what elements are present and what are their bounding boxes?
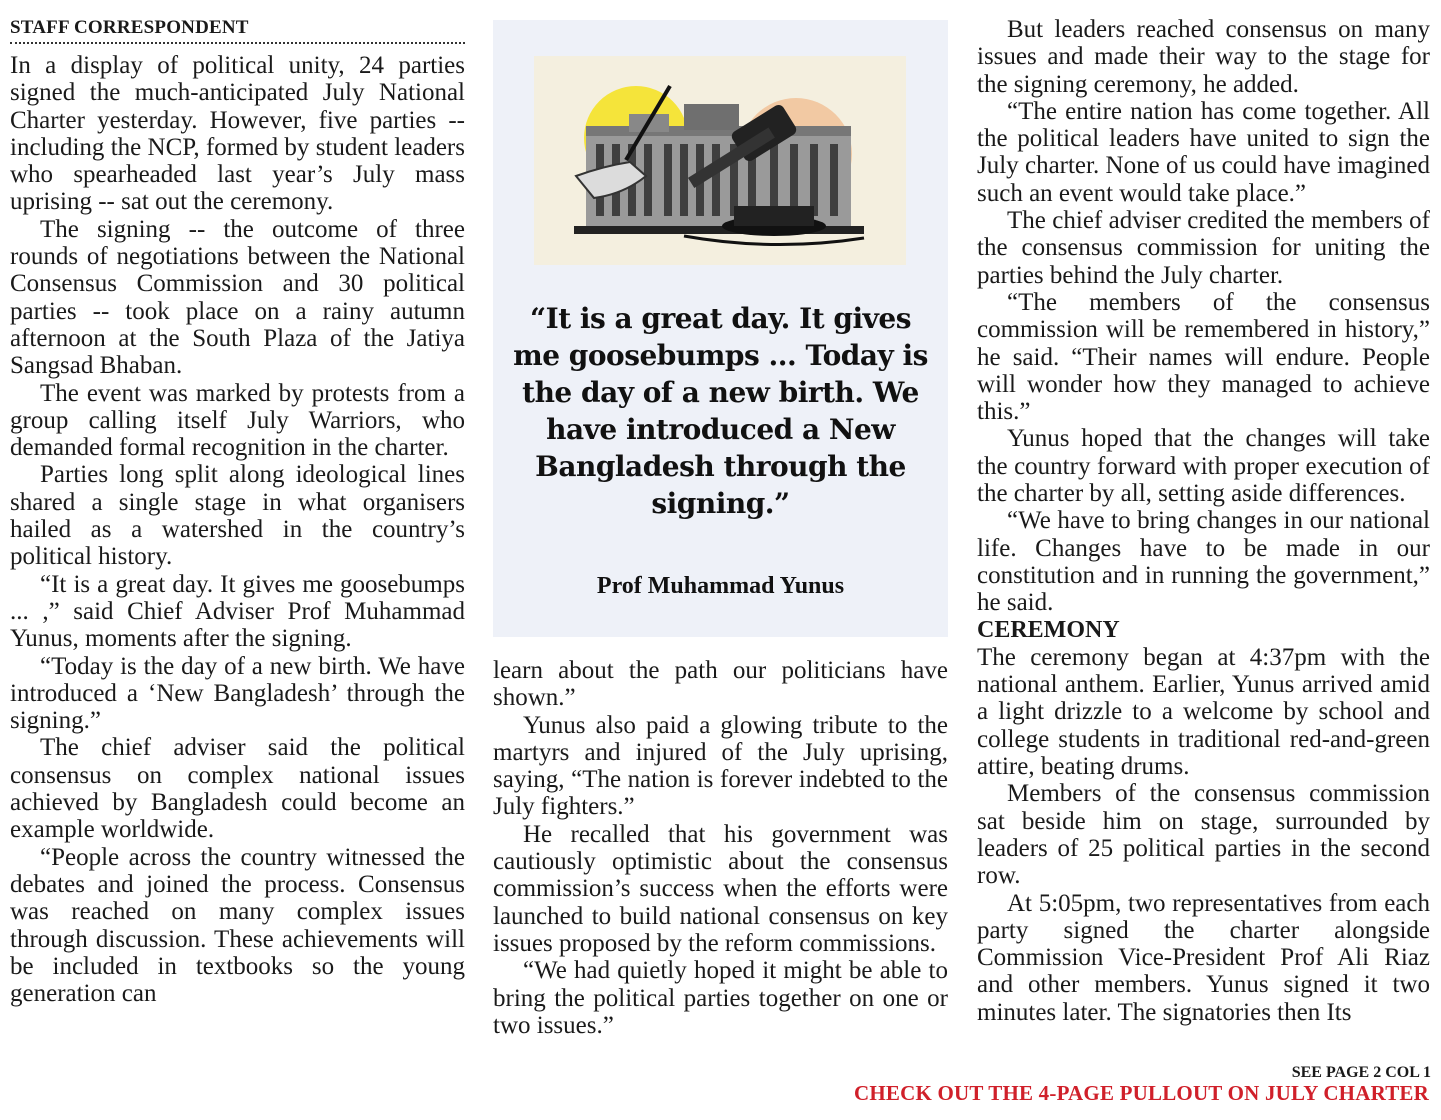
paragraph: The ceremony began at 4:37pm with the national anthem. Earlier, Yunus arrived amid a light drizzle to a welcome by school and college students in traditional red-and-green attire, beating drums. [977,643,1430,781]
paragraph: “The entire nation has come together. All the political leaders have united to sign the July charter. None of us could have imagined such an event would take place.” [977,97,1430,207]
paragraph: The chief adviser said the political consensus on complex national issues achieved by Bangladesh could become an example worldwide. [10,734,465,844]
paragraph: Yunus also paid a glowing tribute to the martyrs and injured of the July uprising, saying, “The nation is forever indebted to the July fighters.” [493,711,948,821]
paragraph: He recalled that his government was cautiously optimistic about the consensus commission’s success when the efforts were launched to build national consensus on key issues proposed by the reform commissions. [493,820,948,957]
pull-quote-attribution: Prof Muhammad Yunus [596,573,845,599]
illustration [534,56,906,265]
paragraph: Members of the consensus commission sat beside him on stage, surrounded by leaders of 25 political parties in the second row. [977,780,1430,890]
paragraph: “People across the country witnessed the debates and joined the process. Consensus was reached on many complex issues through discussion. These achievements will be included in textbooks so the young generation can [10,843,465,1008]
paragraph: learn about the path our politicians have shown.” [493,657,948,712]
illustration-art [534,56,906,265]
jump-line[interactable]: SEE PAGE 2 COL 1 [1291,1064,1431,1081]
article-column-3 [977,16,1430,1026]
paragraph: “We have to bring changes in our national life. Changes have to be made in our constitution and in running the government,” he said. [977,507,1430,617]
paragraph: The chief adviser credited the members of the consensus commission for uniting the parties behind the July charter. [977,207,1430,289]
pull-quote-text: “It is a great day. It gives me goosebumps ... Today is the day of a new birth. We have introduced a New Bangladesh through the signing.” [513,302,928,520]
subheading: CEREMONY [977,616,1120,643]
paragraph: Yunus hoped that the changes will take the country forward with proper execution of the charter by all, setting aside differences. [977,425,1430,508]
article-column-2 [493,657,948,1039]
paragraph: “The members of the consensus commission will be remembered in history,” he said. “Their names will endure. People will wonder how they managed to achieve this.” [977,288,1430,426]
byline: STAFF CORRESPONDENT [10,16,465,44]
paragraph: The event was marked by protests from a group calling itself July Warriors, who demanded formal recognition in the charter. [10,379,465,462]
paragraph: In a display of political unity, 24 parties signed the much-anticipated July National Charter yesterday. However, five parties -- including the NCP, formed by student leaders who spearheaded last year’s July mass uprising -- sat out the ceremony. [10,52,465,216]
paragraph: “It is a great day. It gives me goosebumps ... ,” said Chief Adviser Prof Muhammad Yunus, moments after the signing. [10,570,465,653]
pull-quote-box [493,20,948,637]
pullout-promo-link[interactable]: CHECK OUT THE 4-PAGE PULLOUT ON JULY CHARTER [854,1081,1429,1105]
article-column-1 [10,16,465,1007]
paragraph: Parties long split along ideological lines shared a single stage in what organisers hailed as a watershed in the country’s political history. [10,461,465,571]
paragraph: “Today is the day of a new birth. We have introduced a ‘New Bangladesh’ through the signing.” [10,652,465,735]
paragraph: But leaders reached consensus on many issues and made their way to the stage for the signing ceremony, he added. [977,16,1430,98]
paragraph: “We had quietly hoped it might be able to bring the political parties together on one or two issues.” [493,957,948,1039]
paragraph: The signing -- the outcome of three rounds of negotiations between the National Consensus Commission and 30 political parties -- took place on a rainy autumn afternoon at the South Plaza of the Jatiya Sangsad Bhaban. [10,215,465,380]
paragraph: At 5:05pm, two representatives from each party signed the charter alongside Commission Vice-President Prof Ali Riaz and other members. Yunus signed it two minutes later. The signatories then Its [977,889,1430,1026]
